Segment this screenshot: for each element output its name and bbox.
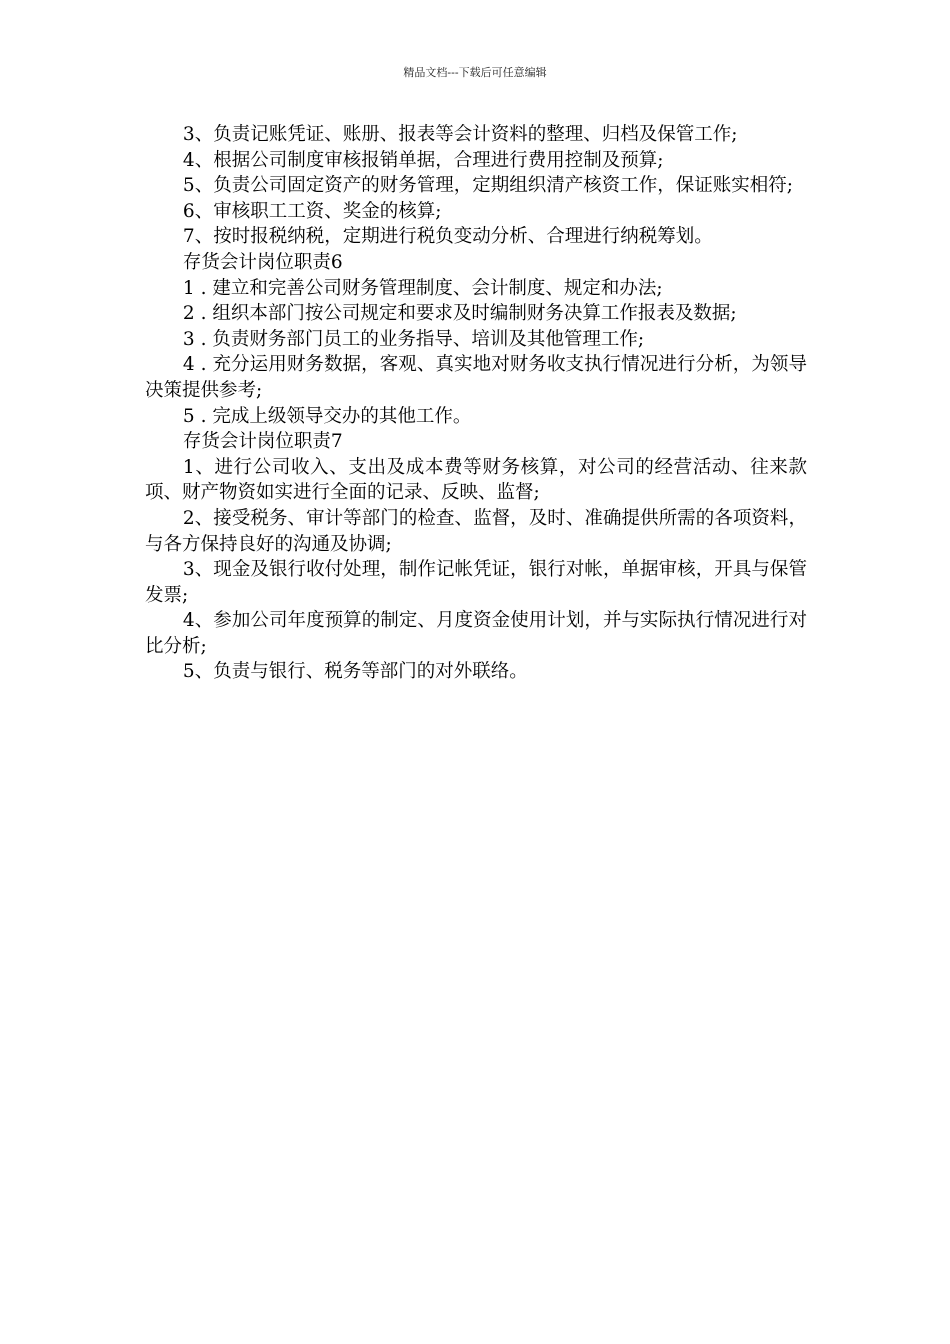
- duty-item: 1、进行公司收入、支出及成本费等财务核算，对公司的经营活动、往来款项、财产物资如实进行全面的记录、反映、监督;: [145, 456, 807, 504]
- duty-item: 4、根据公司制度审核报销单据，合理进行费用控制及预算;: [182, 149, 664, 171]
- duty-item: 3 . 负责财务部门员工的业务指导、培训及其他管理工作;: [182, 328, 645, 350]
- duty-item: 1 . 建立和完善公司财务管理制度、会计制度、规定和办法;: [182, 277, 663, 299]
- duty-item: 5 . 完成上级领导交办的其他工作。: [182, 405, 472, 427]
- page-header: 精品文档---下载后可任意编辑: [403, 66, 547, 79]
- duty-item: 2 . 组织本部门按公司规定和要求及时编制财务决算工作报表及数据;: [182, 303, 737, 325]
- duty-item: 2、接受税务、审计等部门的检查、监督，及时、准确提供所需的各项资料，与各方保持良好的沟通及协调;: [145, 507, 807, 555]
- document-body: [145, 122, 807, 685]
- duty-item: 7、按时报税纳税，定期进行税负变动分析、合理进行纳税筹划。: [182, 226, 713, 248]
- duty-item: 3、负责记账凭证、账册、报表等会计资料的整理、归档及保管工作;: [182, 124, 738, 145]
- duty-item: 6、审核职工工资、奖金的核算;: [182, 200, 442, 222]
- duty-item: 4 . 充分运用财务数据，客观、真实地对财务收支执行情况进行分析，为领导决策提供参考;: [145, 354, 807, 401]
- duty-item: 5、负责与银行、税务等部门的对外联络。: [182, 661, 528, 683]
- duty-item: 3、现金及银行收付处理，制作记帐凭证，银行对帐，单据审核，开具与保管发票;: [145, 559, 807, 606]
- section-heading: 存货会计岗位职责7: [182, 431, 343, 453]
- duty-item: 5、负责公司固定资产的财务管理，定期组织清产核资工作，保证账实相符;: [182, 175, 793, 197]
- duty-item: 4、参加公司年度预算的制定、月度资金使用计划，并与实际执行情况进行对比分析;: [145, 610, 807, 657]
- section-heading: 存货会计岗位职责6: [182, 251, 343, 273]
